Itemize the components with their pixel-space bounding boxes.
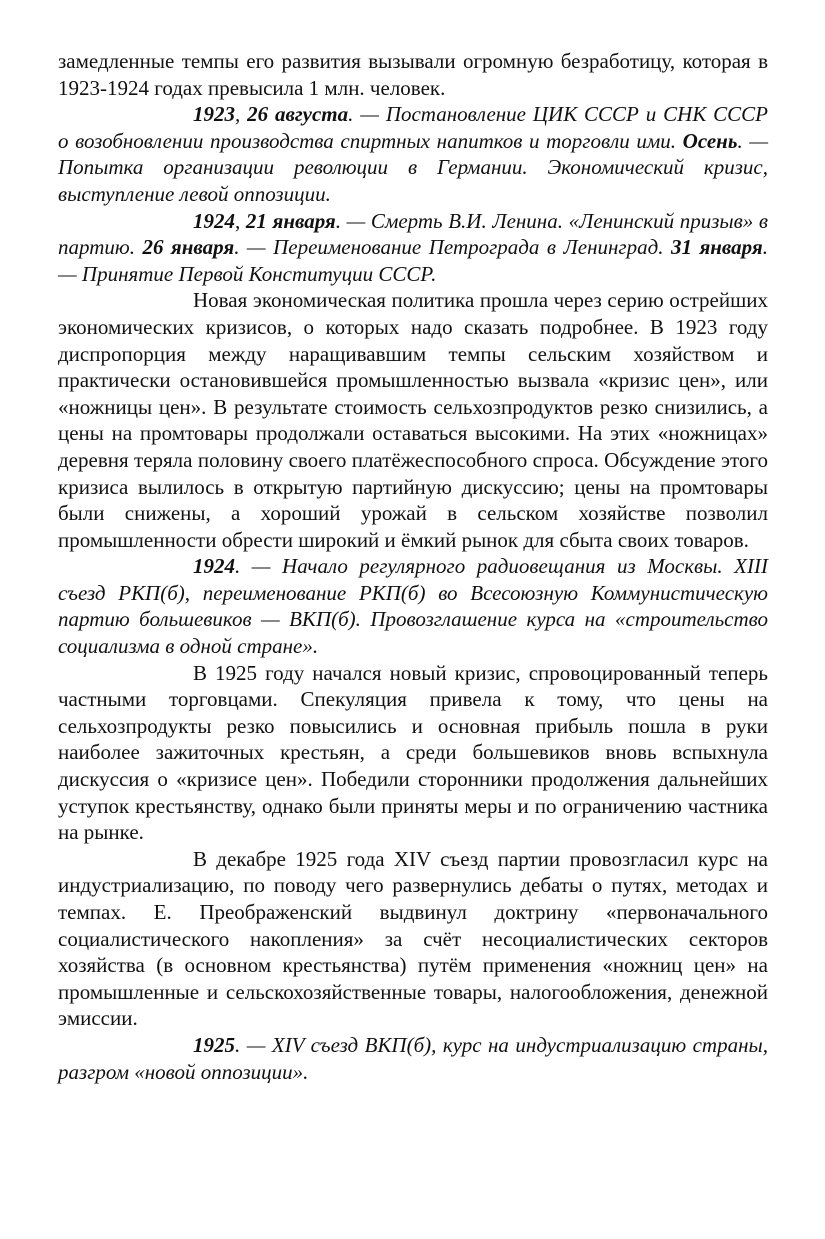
chronology-date: 1924 xyxy=(193,208,235,233)
chronology-date: Осень xyxy=(682,128,738,153)
chronology-entry-1923 xyxy=(58,101,768,207)
paragraph-text: Новая экономическая политика прошла через серию острейших экономических кризисов, о которых надо сказать подробнее. В 1923 году диспропорция между наращивавшим темпы сельским хозяйством и практически остановившейся промышленностью вызвала «кризис цен», или «ножницы цен». В результате стоимость сельхозпродуктов резко снизились, а цены на промтовары продолжали оставаться высокими. На этих «ножницах» деревня теряла половину своего платёжеспособного спроса. Обсуждение этого кризиса вылилось в открытую партийную дискуссию; цены на промтовары были снижены, а хороший урожай в сельском хозяйстве позволил промышленности обрести широкий и ёмкий рынок для сбыта своих товаров. xyxy=(58,288,768,552)
chronology-date: 21 января xyxy=(245,208,336,233)
chronology-event: . — Принятие Первой Конституции СССР. xyxy=(58,235,768,286)
chronology-date: 1925 xyxy=(193,1032,235,1057)
paragraph-nep-crises xyxy=(58,287,768,553)
paragraph-1925-crisis xyxy=(58,660,768,846)
chronology-date: 26 августа xyxy=(247,102,349,127)
paragraph-text: В декабре 1925 года XIV съезд партии провозгласил курс на индустриализацию, по поводу чего развернулись дебаты о путях, методах и темпах. Е. Преображенский выдвинул доктрину «первоначального социалистического накопления» за счёт несоциалистических секторов хозяйства (в основном крестьянства) путём применения «ножниц цен» на промышленные и сельскохозяйственные товары, налогообложения, денежной эмиссии. xyxy=(58,846,768,1031)
chronology-event: . — XIV съезд ВКП(б), курс на индустриализацию страны, разгром «новой оппозиции». xyxy=(58,1032,768,1084)
chronology-event: . — Переименование Петрограда в Ленинград. xyxy=(234,235,671,260)
chronology-entry-1924 xyxy=(58,553,768,659)
chronology-event: . — Попытка организации революции в Германии. Экономический кризис, выступление левой оппозиции. xyxy=(58,128,768,206)
chronology-entry-1925 xyxy=(58,1032,768,1085)
chronology-date: 31 января xyxy=(670,235,763,260)
chronology-separator: , xyxy=(235,102,248,127)
chronology-date: 26 января xyxy=(142,235,235,260)
chronology-event: . — Начало регулярного радиовещания из Москвы. XIII съезд РКП(б), переименование РКП(б) во Всесоюзную Коммунистическую партию большевиков — ВКП(б). Провозглашение курса на «строительство социализма в одной стране». xyxy=(58,554,768,659)
chronology-entry-1924-january xyxy=(58,208,768,288)
chronology-event: . — Постановление ЦИК СССР и СНК СССР о возобновлении производства спиртных напитков и торговли ими. xyxy=(58,102,768,153)
paragraph-industrialization xyxy=(58,846,768,1032)
chronology-date: 1923 xyxy=(193,102,235,127)
chronology-date: 1924 xyxy=(193,554,235,579)
paragraph-text: замедленные темпы его развития вызывали огромную безработицу, которая в 1923-1924 годах превысила 1 млн. человек. xyxy=(58,49,768,100)
chronology-event: . — Смерть В.И. Ленина. «Ленинский призыв» в партию. xyxy=(58,208,769,260)
paragraph-unemployment xyxy=(58,48,768,101)
paragraph-text: В 1925 году начался новый кризис, спровоцированный теперь частными торговцами. Спекуляция привела к тому, что цены на сельхозпродукты резко повысились и основная прибыль пошла в руки наиболее зажиточных крестьян, а среди большевиков вновь вспыхнула дискуссия о «кризисе цен». Победили сторонники продолжения дальнейших уступок крестьянству, однако были приняты меры и по ограничению частника на рынке. xyxy=(58,660,768,845)
chronology-separator: , xyxy=(235,208,246,233)
